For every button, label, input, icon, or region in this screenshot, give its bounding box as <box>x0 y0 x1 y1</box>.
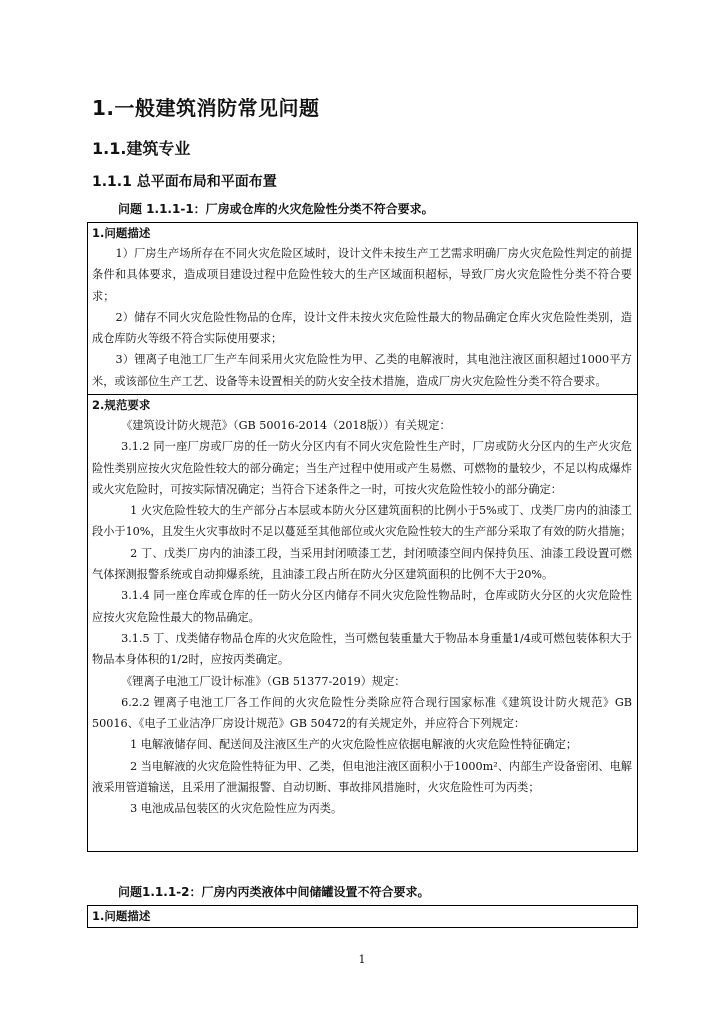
page-number: 1 <box>358 953 366 966</box>
spec-reference-gb50016: 《建筑设计防火规范》（GB 50016-2014（2018版））有关规定： <box>121 419 451 432</box>
heading-level-3: 1.1.1 总平面布局和平面布置 <box>92 174 277 190</box>
spec-clause-3-1-4: 3.1.4 同一座仓库或仓库的任一防火分区内储存不同火灾危险性物品时，仓库或防火分区的火灾危险性应按火灾危险性最大的物品确定。 <box>92 589 632 624</box>
spec-clause-6-2-2-item-3: 3 电池成品包装区的火灾危险性应为丙类。 <box>130 802 343 816</box>
spec-requirements-cell <box>87 395 638 852</box>
problem-description-item-1: 1）厂房生产场所存在不同火灾危险区域时，设计文件未按生产工艺需求明确厂房火灾危险性判定的前提条件和具体要求，造成项目建设过程中危险性较大的生产区域面积超标，导致厂房火灾危险性分类不符合要求； <box>92 247 632 303</box>
spec-clause-6-2-2: 6.2.2 锂离子电池工厂各工作间的火灾危险性分类除应符合现行国家标准《建筑设计防火规范》GB 50016、《电子工业洁净厂房设计规范》GB 50472的有关规定外，并应符合下列规定： <box>92 695 632 731</box>
spec-clause-3-1-5: 3.1.5 丁、戊类储存物品仓库的火灾危险性，当可燃包装重量大于物品本身重量1/4或可燃包装体积大于物品本身体积的1/2时，应按丙类确定。 <box>92 631 632 667</box>
spec-reference-gb51377: 《锂离子电池工厂设计标准》（GB 51377-2019）规定： <box>121 674 406 688</box>
spec-clause-3-1-2-item-2: 2 丁、戊类厂房内的油漆工段，当采用封闭喷漆工艺，封闭喷漆空间内保持负压、油漆工段设置可燃气体探测报警系统或自动抑爆系统，且油漆工段占所在防火分区建筑面积的比例不大于20%。 <box>92 546 632 582</box>
problem-description-item-2: 2）储存不同火灾危险性物品的仓库，设计文件未按火灾危险性最大的物品确定仓库火灾危险性类别，造成仓库防火等级不符合实际使用要求； <box>92 310 632 346</box>
spec-clause-3-1-2: 3.1.2 同一座厂房或厂房的任一防火分区内有不同火灾危险性生产时，厂房或防火分区内的生产火灾危险性类别应按火灾危险性较大的部分确定；当生产过程中使用或产生易燃、可燃物的量较少，不足以构成爆炸或火灾危险时，可按实际情况确定；当符合下述条件之一时，可按火灾危险性较小的部分确定： <box>92 440 632 496</box>
problem-description-item-3: 3）锂离子电池工厂生产车间采用火灾危险性为甲、乙类的电解液时，其电池注液区面积超过1000平方米，或该部位生产工艺、设备等未设置相关的防火安全技术措施，造成厂房火灾危险性分类不符合要求。 <box>92 353 632 388</box>
question-2-description-cell <box>87 905 638 928</box>
spec-requirements-heading: 2.规范要求 <box>92 398 151 412</box>
heading-level-2: 1.1.建筑专业 <box>92 139 191 158</box>
problem-description-heading: 1.问题描述 <box>92 226 151 240</box>
question-1-title: 问题 1.1.1-1：厂房或仓库的火灾危险性分类不符合要求。 <box>118 202 434 216</box>
question-2-description-heading: 1.问题描述 <box>92 909 151 923</box>
question-2-title: 问题1.1.1-2：厂房内丙类液体中间储罐设置不符合要求。 <box>118 885 430 899</box>
spec-clause-3-1-2-item-1: 1 火灾危险性较大的生产部分占本层或本防火分区建筑面积的比例小于5%或丁、戊类厂房内的油漆工段小于10%，且发生火灾事故时不足以蔓延至其他部位或火灾危险性较大的生产部分采取了有效的防火措施； <box>92 504 632 539</box>
heading-level-1: 1.一般建筑消防常见问题 <box>92 96 320 120</box>
spec-clause-6-2-2-item-1: 1 电解液储存间、配送间及注液区生产的火灾危险性应依据电解液的火灾危险性特征确定； <box>130 738 578 752</box>
problem-description-cell <box>87 222 638 395</box>
spec-clause-6-2-2-item-2: 2 当电解液的火灾危险性特征为甲、乙类，但电池注液区面积小于1000m²、内部生产设备密闭、电解液采用管道输送，且采用了泄漏报警、自动切断、事故排风措施时，火灾危险性可为丙类； <box>92 759 632 795</box>
